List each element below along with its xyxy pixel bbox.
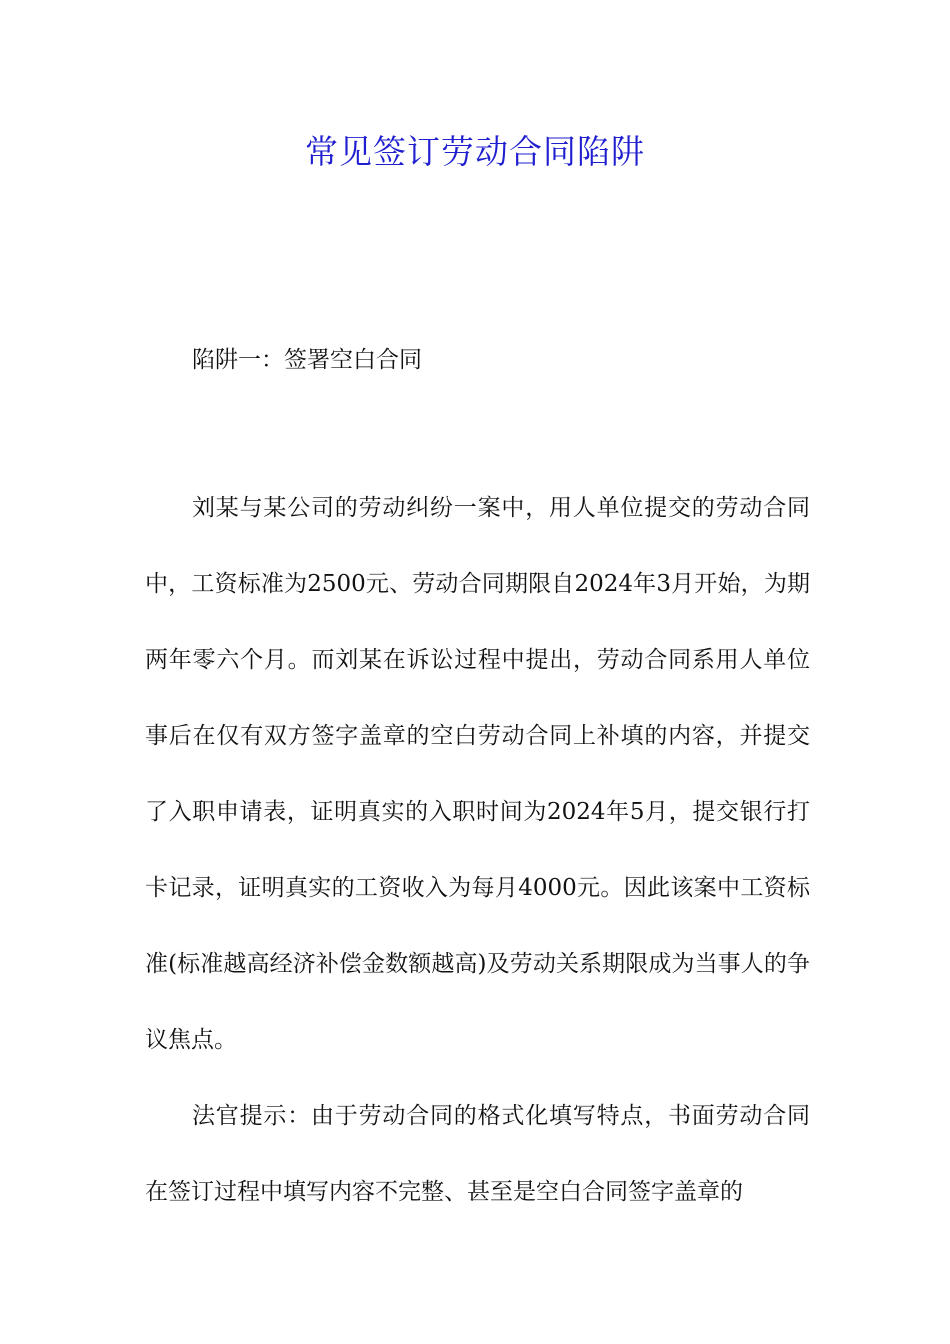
case-paragraph: 刘某与某公司的劳动纠纷一案中，用人单位提交的劳动合同中，工资标准为2500元、劳动合同期限自2024年3月开始，为期两年零六个月。而刘某在诉讼过程中提出，劳动合同系用人单位事后在仅有双方签字盖章的空白劳动合同上补填的内容，并提交了入职申请表，证明真实的入职时间为2024年5月，提交银行打卡记录，证明真实的工资收入为每月4000元。因此该案中工资标准(标准越高经济补偿金数额越高)及劳动关系期限成为当事人的争议焦点。	[145, 495, 810, 1053]
document-title: 常见签订劳动合同陷阱	[305, 132, 645, 171]
section-heading: 陷阱一：签署空白合同	[192, 347, 422, 373]
judge-tip-paragraph: 法官提示：由于劳动合同的格式化填写特点，书面劳动合同在签订过程中填写内容不完整、甚至是空白合同签字盖章的	[145, 1103, 810, 1205]
